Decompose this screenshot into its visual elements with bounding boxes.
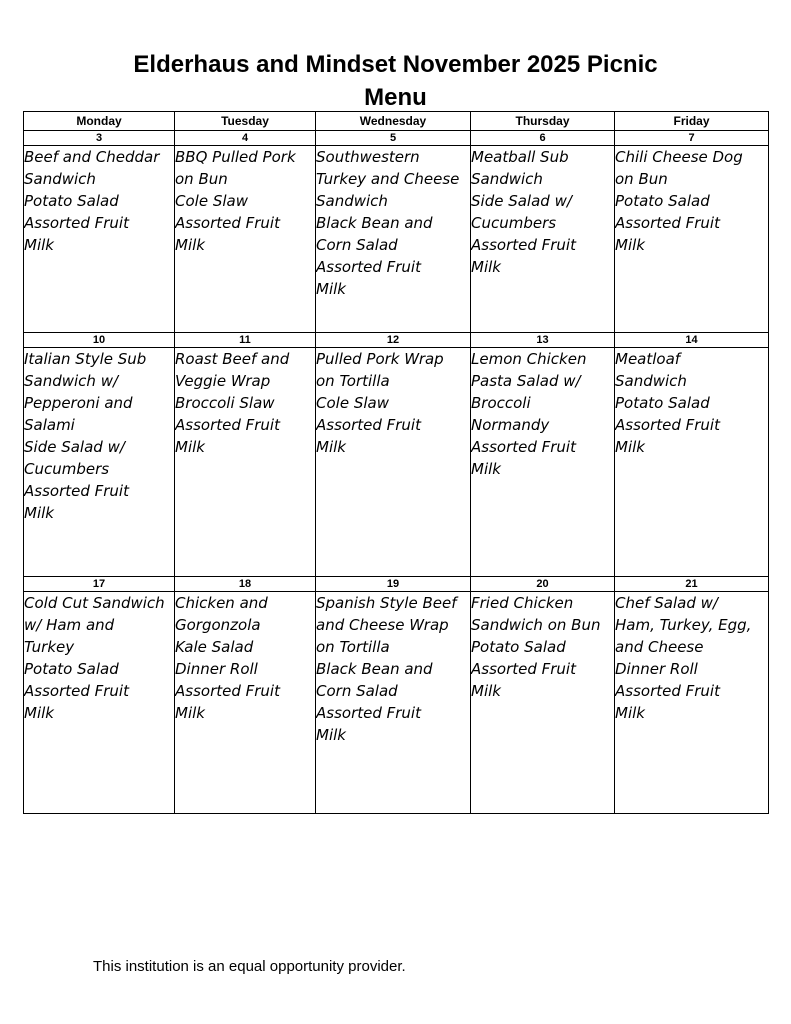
date-cell: 5 — [316, 131, 471, 146]
meal-cell — [615, 592, 769, 814]
date-cell: 11 — [175, 333, 316, 348]
date-cell: 3 — [24, 131, 175, 146]
menu-item: Normandy — [471, 416, 550, 434]
menu-item: Turkey and Cheese — [316, 170, 460, 188]
menu-item: Potato Salad — [24, 192, 119, 210]
menu-item: Lemon Chicken — [471, 350, 587, 368]
day-header-wednesday: Wednesday — [316, 112, 471, 131]
menu-item: Potato Salad — [615, 192, 710, 210]
menu-item: Cucumbers — [24, 460, 110, 478]
menu-item: Fried Chicken — [471, 594, 574, 612]
menu-item: Sandwich — [471, 170, 543, 188]
menu-item: Milk — [615, 704, 645, 722]
date-cell: 19 — [316, 577, 471, 592]
menu-item: Gorgonzola — [175, 616, 261, 634]
menu-item: Assorted Fruit — [316, 704, 421, 722]
date-cell: 7 — [615, 131, 769, 146]
menu-item: w/ Ham and — [24, 616, 115, 634]
meal-cell — [615, 146, 769, 333]
menu-item: Chicken and — [175, 594, 268, 612]
meal-cell — [316, 146, 471, 333]
meal-cell — [471, 592, 615, 814]
menu-item: Dinner Roll — [175, 660, 258, 678]
meal-row-week-1 — [24, 146, 769, 333]
menu-item: Assorted Fruit — [175, 214, 280, 232]
menu-item: Assorted Fruit — [471, 660, 576, 678]
menu-item: Milk — [24, 504, 54, 522]
menu-item: BBQ Pulled Pork — [175, 148, 296, 166]
menu-item: Assorted Fruit — [175, 416, 280, 434]
menu-item: Cole Slaw — [316, 394, 389, 412]
meal-cell — [471, 348, 615, 577]
menu-item: Potato Salad — [24, 660, 119, 678]
menu-item: Assorted Fruit — [316, 258, 421, 276]
meal-row-week-3 — [24, 592, 769, 814]
menu-item: Veggie Wrap — [175, 372, 271, 390]
menu-item: Assorted Fruit — [175, 682, 280, 700]
menu-item: Corn Salad — [316, 682, 398, 700]
menu-item: Milk — [24, 704, 54, 722]
menu-item: Spanish Style Beef — [316, 594, 457, 612]
title-line-1: Elderhaus and Mindset November 2025 Picnic — [133, 51, 658, 78]
menu-item: Cole Slaw — [175, 192, 248, 210]
menu-item: Southwestern — [316, 148, 420, 166]
meal-cell — [316, 592, 471, 814]
menu-item: on Bun — [615, 170, 668, 188]
menu-item: Milk — [316, 280, 346, 298]
menu-item: Milk — [615, 236, 645, 254]
menu-item: Kale Salad — [175, 638, 254, 656]
menu-item: Meatball Sub — [471, 148, 569, 166]
date-cell: 6 — [471, 131, 615, 146]
date-cell: 12 — [316, 333, 471, 348]
menu-item: Pulled Pork Wrap — [316, 350, 444, 368]
page-title — [0, 49, 791, 114]
menu-item: Assorted Fruit — [471, 438, 576, 456]
weekday-header-row — [24, 112, 769, 131]
menu-item: Assorted Fruit — [615, 214, 720, 232]
menu-item: Milk — [24, 236, 54, 254]
menu-item: Pepperoni and — [24, 394, 133, 412]
menu-item: on Tortilla — [316, 372, 390, 390]
menu-item: Sandwich — [24, 170, 96, 188]
date-row-week-2 — [24, 333, 769, 348]
menu-item: Sandwich w/ — [24, 372, 119, 390]
menu-item: Assorted Fruit — [615, 416, 720, 434]
menu-item: Meatloaf — [615, 350, 681, 368]
menu-item: Milk — [175, 236, 205, 254]
date-row-week-1 — [24, 131, 769, 146]
menu-item: Assorted Fruit — [615, 682, 720, 700]
footer-disclaimer: This institution is an equal opportunity provider. — [93, 958, 406, 975]
menu-item: Chef Salad w/ — [615, 594, 718, 612]
menu-item: Assorted Fruit — [24, 214, 129, 232]
menu-item: Potato Salad — [471, 638, 566, 656]
menu-item: Italian Style Sub — [24, 350, 147, 368]
menu-item: Milk — [175, 704, 205, 722]
menu-item: Cold Cut Sandwich — [24, 594, 165, 612]
date-cell: 14 — [615, 333, 769, 348]
day-header-friday: Friday — [615, 112, 769, 131]
menu-item: Roast Beef and — [175, 350, 290, 368]
menu-item: on Bun — [175, 170, 228, 188]
menu-item: Side Salad w/ — [471, 192, 572, 210]
menu-item: Sandwich — [316, 192, 388, 210]
menu-item: Black Bean and — [316, 660, 433, 678]
menu-item: Milk — [175, 438, 205, 456]
meal-cell — [471, 146, 615, 333]
title-line-2: Menu — [364, 84, 427, 111]
menu-calendar-table — [23, 111, 769, 814]
menu-item: Turkey — [24, 638, 75, 656]
date-cell: 10 — [24, 333, 175, 348]
meal-cell — [24, 146, 175, 333]
menu-item: on Tortilla — [316, 638, 390, 656]
menu-item: Sandwich — [615, 372, 687, 390]
menu-item: Pasta Salad w/ — [471, 372, 581, 390]
meal-cell — [24, 592, 175, 814]
menu-item: Side Salad w/ — [24, 438, 125, 456]
menu-item: Dinner Roll — [615, 660, 698, 678]
date-cell: 13 — [471, 333, 615, 348]
menu-item: Sandwich on Bun — [471, 616, 601, 634]
meal-cell — [175, 348, 316, 577]
meal-cell — [24, 348, 175, 577]
menu-item: Black Bean and — [316, 214, 433, 232]
menu-item: Chili Cheese Dog — [615, 148, 743, 166]
menu-item: Beef and Cheddar — [24, 148, 160, 166]
menu-item: and Cheese Wrap — [316, 616, 449, 634]
menu-item: Milk — [471, 258, 501, 276]
menu-item: Salami — [24, 416, 75, 434]
menu-item: Potato Salad — [615, 394, 710, 412]
meal-cell — [615, 348, 769, 577]
menu-item: Assorted Fruit — [316, 416, 421, 434]
meal-row-week-2 — [24, 348, 769, 577]
menu-item: Milk — [471, 682, 501, 700]
menu-item: Cucumbers — [471, 214, 557, 232]
menu-item: Milk — [316, 726, 346, 744]
date-cell: 18 — [175, 577, 316, 592]
date-cell: 17 — [24, 577, 175, 592]
day-header-tuesday: Tuesday — [175, 112, 316, 131]
meal-cell — [316, 348, 471, 577]
menu-item: Assorted Fruit — [471, 236, 576, 254]
menu-item: Milk — [615, 438, 645, 456]
day-header-thursday: Thursday — [471, 112, 615, 131]
menu-item: Broccoli Slaw — [175, 394, 275, 412]
menu-item: Milk — [471, 460, 501, 478]
menu-item: Assorted Fruit — [24, 482, 129, 500]
date-row-week-3 — [24, 577, 769, 592]
menu-item: Assorted Fruit — [24, 682, 129, 700]
menu-item: Milk — [316, 438, 346, 456]
menu-item: Corn Salad — [316, 236, 398, 254]
menu-item: and Cheese — [615, 638, 704, 656]
meal-cell — [175, 592, 316, 814]
date-cell: 21 — [615, 577, 769, 592]
date-cell: 4 — [175, 131, 316, 146]
meal-cell — [175, 146, 316, 333]
date-cell: 20 — [471, 577, 615, 592]
day-header-monday: Monday — [24, 112, 175, 131]
menu-item: Ham, Turkey, Egg, — [615, 616, 752, 634]
menu-item: Broccoli — [471, 394, 531, 412]
